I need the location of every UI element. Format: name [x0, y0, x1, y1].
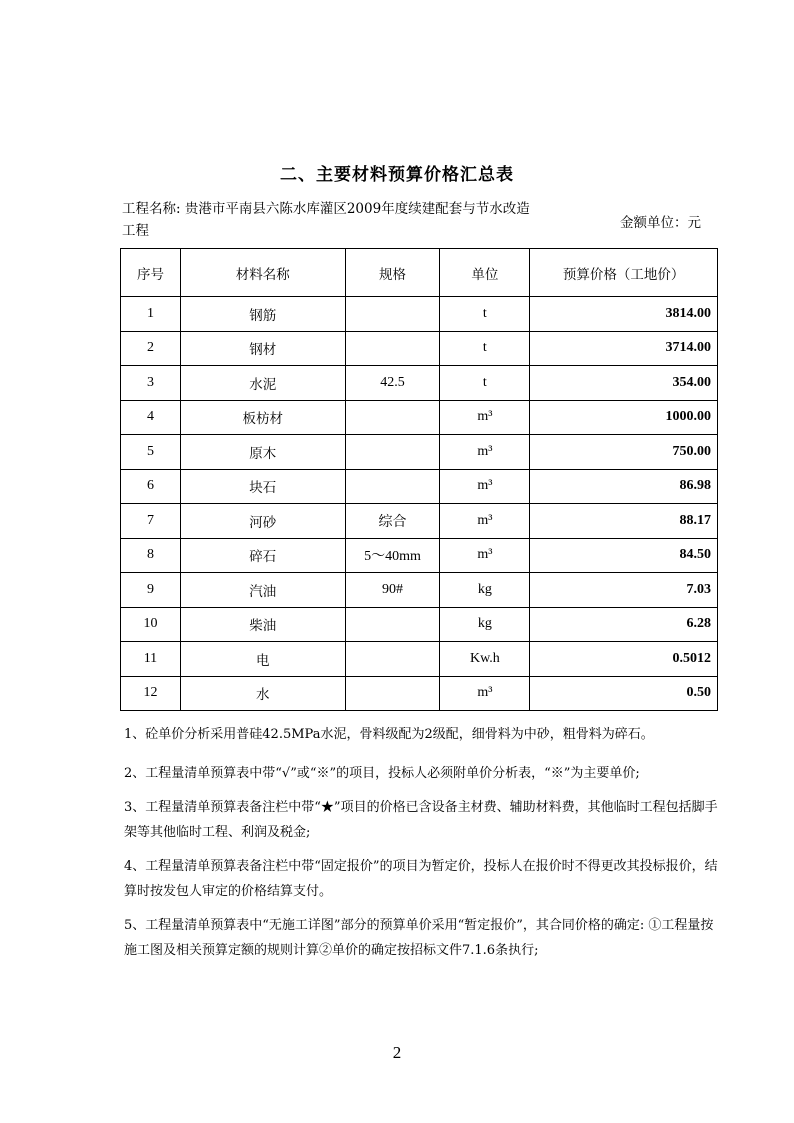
materials-price-table — [120, 248, 718, 711]
table-row — [121, 642, 718, 677]
cell-price: 354.00 — [530, 366, 718, 401]
cell-spec: 42.5 — [345, 366, 440, 401]
cell-name: 电 — [180, 642, 345, 677]
cell-unit: Kw.h — [440, 642, 530, 677]
cell-no: 1 — [121, 297, 181, 332]
header-spec: 规格 — [345, 249, 440, 297]
cell-price: 3714.00 — [530, 331, 718, 366]
note-item: 1、砼单价分析采用普硅42.5MPa水泥，骨料级配为2级配，细骨料为中砂，粗骨料为碎石。 — [124, 727, 654, 742]
cell-name: 碎石 — [180, 538, 345, 573]
table-row — [121, 676, 718, 711]
cell-unit: m³ — [440, 400, 530, 435]
cell-price: 88.17 — [530, 504, 718, 539]
table-header-row — [121, 249, 718, 297]
cell-no: 12 — [121, 676, 181, 711]
cell-no: 6 — [121, 469, 181, 504]
cell-price: 3814.00 — [530, 297, 718, 332]
cell-no: 9 — [121, 573, 181, 608]
cell-unit: t — [440, 366, 530, 401]
cell-spec — [345, 435, 440, 470]
cell-name: 水泥 — [180, 366, 345, 401]
table-row — [121, 297, 718, 332]
cell-price: 0.5012 — [530, 642, 718, 677]
cell-spec: 90# — [345, 573, 440, 608]
cell-unit: m³ — [440, 676, 530, 711]
table-row — [121, 538, 718, 573]
cell-unit: m³ — [440, 538, 530, 573]
cell-spec: 5～40mm — [345, 538, 440, 573]
cell-name: 块石 — [180, 469, 345, 504]
cell-unit: t — [440, 331, 530, 366]
table-row — [121, 400, 718, 435]
table-row — [121, 469, 718, 504]
cell-price: 0.50 — [530, 676, 718, 711]
cell-price: 86.98 — [530, 469, 718, 504]
cell-price: 84.50 — [530, 538, 718, 573]
cell-spec — [345, 469, 440, 504]
cell-name: 原木 — [180, 435, 345, 470]
header-no: 序号 — [121, 249, 181, 297]
header-name: 材料名称 — [180, 249, 345, 297]
cell-no: 7 — [121, 504, 181, 539]
cell-no: 5 — [121, 435, 181, 470]
cell-no: 2 — [121, 331, 181, 366]
cell-no: 4 — [121, 400, 181, 435]
cell-spec — [345, 607, 440, 642]
cell-price: 750.00 — [530, 435, 718, 470]
cell-name: 钢筋 — [180, 297, 345, 332]
cell-no: 8 — [121, 538, 181, 573]
cell-unit: m³ — [440, 504, 530, 539]
cell-spec: 综合 — [345, 504, 440, 539]
cell-name: 河砂 — [180, 504, 345, 539]
cell-unit: m³ — [440, 435, 530, 470]
cell-name: 水 — [180, 676, 345, 711]
cell-name: 钢材 — [180, 331, 345, 366]
table-row — [121, 607, 718, 642]
cell-no: 11 — [121, 642, 181, 677]
cell-price: 7.03 — [530, 573, 718, 608]
note-item: 5、工程量清单预算表中“无施工详图”部分的预算单价采用“暂定报价”，其合同价格的确定: ①工程量按施工图及相关预算定额的规则计算②单价的确定按招标文件7.1.6条执行; — [124, 918, 714, 958]
table-row — [121, 435, 718, 470]
cell-no: 3 — [121, 366, 181, 401]
cell-spec — [345, 642, 440, 677]
project-name: 工程名称: 贵港市平南县六陈水库灌区2009年度续建配套与节水改造工程 — [122, 201, 530, 239]
cell-unit: kg — [440, 607, 530, 642]
cell-name: 柴油 — [180, 607, 345, 642]
cell-spec — [345, 400, 440, 435]
page-title: 二、主要材料预算价格汇总表 — [280, 165, 514, 185]
cell-name: 汽油 — [180, 573, 345, 608]
table-row — [121, 504, 718, 539]
table-row — [121, 331, 718, 366]
note-item: 4、工程量清单预算表备注栏中带“固定报价”的项目为暂定价，投标人在报价时不得更改其投标报价，结算时按发包人审定的价格结算支付。 — [124, 859, 718, 899]
cell-spec — [345, 331, 440, 366]
cell-name: 板枋材 — [180, 400, 345, 435]
cell-unit: m³ — [440, 469, 530, 504]
cell-spec — [345, 297, 440, 332]
cell-unit: t — [440, 297, 530, 332]
header-unit: 单位 — [440, 249, 530, 297]
notes-section — [124, 722, 720, 972]
cell-unit: kg — [440, 573, 530, 608]
page-number: 2 — [392, 1043, 402, 1062]
cell-price: 1000.00 — [530, 400, 718, 435]
table-row — [121, 366, 718, 401]
amount-unit: 金额单位：元 — [620, 215, 701, 231]
cell-spec — [345, 676, 440, 711]
cell-no: 10 — [121, 607, 181, 642]
table-row — [121, 573, 718, 608]
note-item: 2、工程量清单预算表中带“√”或“※”的项目，投标人必须附单价分析表，“※”为主要单价; — [124, 766, 640, 781]
cell-price: 6.28 — [530, 607, 718, 642]
header-price: 预算价格（工地价） — [530, 249, 718, 297]
note-item: 3、工程量清单预算表备注栏中带“★”项目的价格已含设备主材费、辅助材料费，其他临时工程包括脚手架等其他临时工程、利润及税金; — [124, 800, 718, 840]
